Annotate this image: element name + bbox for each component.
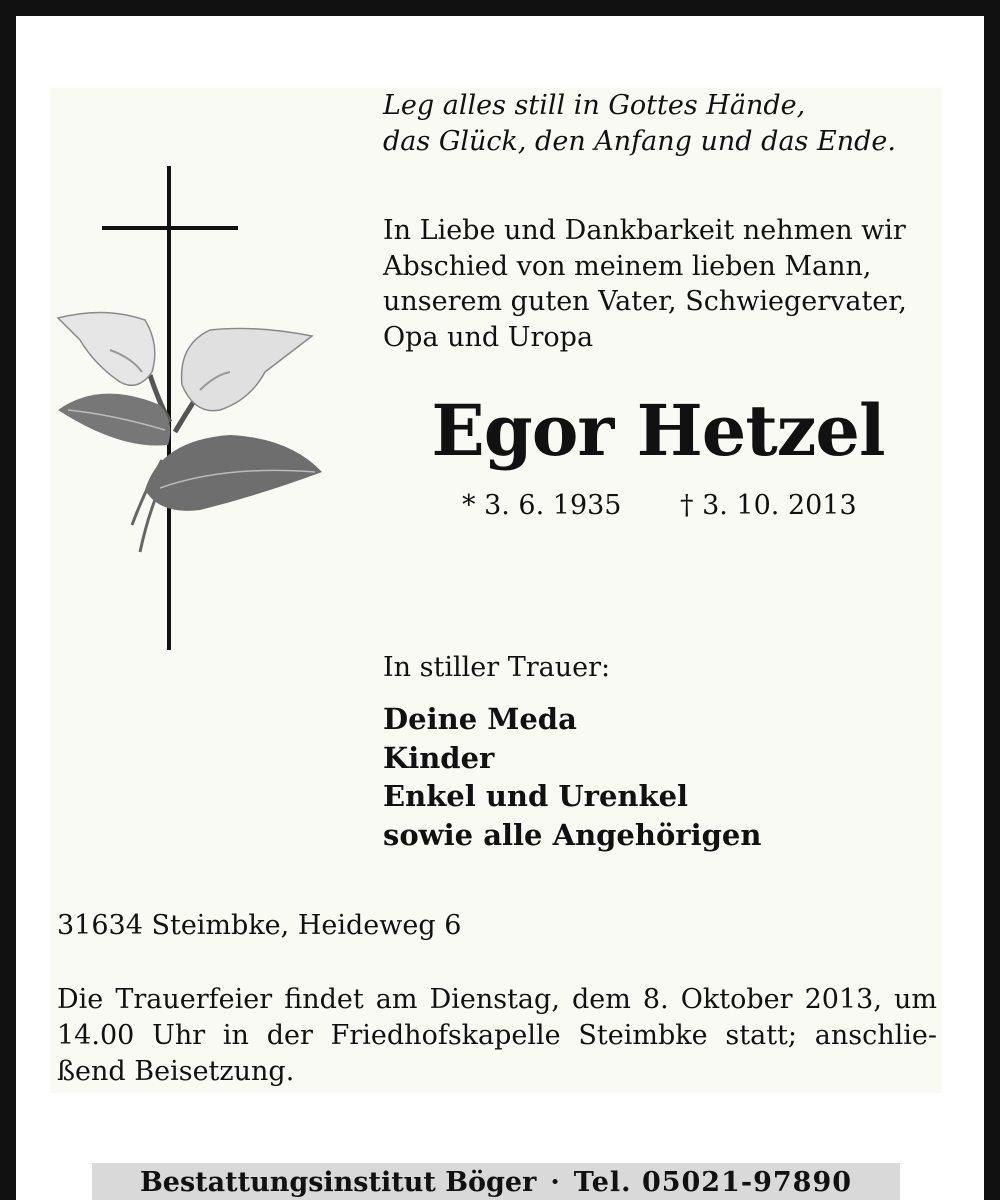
intro-text bbox=[383, 213, 939, 355]
mourner-item: Deine Meda bbox=[383, 702, 577, 736]
footer-separator: · bbox=[550, 1167, 560, 1198]
intro-line: Opa und Uropa bbox=[383, 321, 594, 353]
motto-line: Leg alles still in Gottes Hände, bbox=[383, 90, 806, 121]
motto-line: das Glück, den Anfang und das Ende. bbox=[383, 126, 896, 157]
mourner-item: Kinder bbox=[383, 740, 495, 775]
intro-line: unserem guten Vater, Schwiegervater, bbox=[383, 286, 907, 317]
ceremony-line: 14.00 Uhr in der Friedhofskapelle Steimbke statt; anschlie- bbox=[57, 1020, 937, 1051]
cross-lily-illustration bbox=[50, 160, 330, 660]
mourner-item: sowie alle Angehörigen bbox=[383, 817, 762, 852]
mourning-label: In stiller Trauer: bbox=[383, 652, 611, 683]
funeral-home-footer bbox=[92, 1163, 900, 1200]
funeral-home-phone: Tel. 05021-97890 bbox=[573, 1167, 853, 1198]
ceremony-info bbox=[57, 982, 937, 1090]
deceased-name: Egor Hetzel bbox=[431, 389, 885, 472]
mourner-item: Enkel und Urenkel bbox=[383, 779, 689, 813]
ceremony-line: Die Trauerfeier findet am Dienstag, dem 8. Oktober 2013, um bbox=[57, 984, 937, 1015]
calla-lily-icon bbox=[58, 312, 322, 552]
mourners-list bbox=[383, 700, 761, 854]
funeral-home-name: Bestattungsinstitut Böger bbox=[139, 1167, 537, 1198]
family-address: 31634 Steimbke, Heideweg 6 bbox=[57, 910, 462, 941]
birth-date: * 3. 6. 1935 bbox=[462, 490, 622, 521]
motto-verse bbox=[383, 88, 943, 160]
death-date: † 3. 10. 2013 bbox=[680, 490, 857, 521]
intro-line: Abschied von meinem lieben Mann, bbox=[383, 250, 872, 282]
intro-line: In Liebe und Dankbarkeit nehmen wir bbox=[383, 215, 906, 246]
ceremony-line: ßend Beisetzung. bbox=[57, 1056, 295, 1087]
